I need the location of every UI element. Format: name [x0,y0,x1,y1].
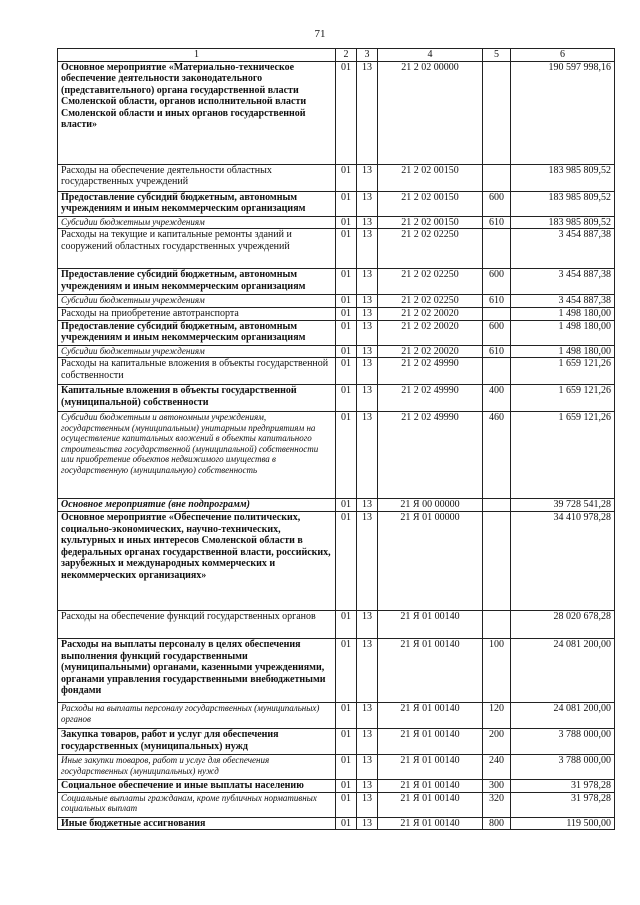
row-section-code: 01 [336,191,357,216]
row-subsection-code: 13 [357,191,378,216]
row-subsection-code: 13 [357,792,378,817]
row-section-code: 01 [336,307,357,320]
table-row [58,229,615,269]
row-amount: 31 978,28 [511,792,615,817]
column-header: 5 [483,49,511,62]
row-expense-type: 320 [483,792,511,817]
table-row [58,792,615,817]
row-section-code: 01 [336,229,357,269]
table-row [58,269,615,295]
row-amount: 28 020 678,28 [511,611,615,639]
row-target-article: 21 2 02 02250 [378,295,483,308]
row-target-article: 21 2 02 49990 [378,358,483,385]
row-subsection-code: 13 [357,61,378,164]
row-subsection-code: 13 [357,639,378,703]
row-amount: 183 985 809,52 [511,164,615,191]
row-section-code: 01 [336,729,357,755]
row-amount: 24 081 200,00 [511,639,615,703]
row-description: Расходы на капитальные вложения в объекты государственной собственности [58,358,336,385]
row-expense-type: 600 [483,269,511,295]
table-row [58,412,615,499]
table-row [58,191,615,216]
row-section-code: 01 [336,61,357,164]
row-subsection-code: 13 [357,229,378,269]
row-description: Основное мероприятие «Материально-техническое обеспечение деятельности законодательного (представительного) органа государственной власти Смоленской области, органов исполнительной власти Смоленской области и иных органов государственной власти» [58,61,336,164]
row-expense-type [483,358,511,385]
table-row [58,295,615,308]
row-section-code: 01 [336,269,357,295]
row-description: Субсидии бюджетным учреждениям [58,216,336,229]
row-target-article: 21 Я 01 00140 [378,792,483,817]
row-amount: 3 454 887,38 [511,269,615,295]
row-target-article: 21 Я 01 00140 [378,755,483,780]
row-amount: 183 985 809,52 [511,191,615,216]
row-expense-type: 100 [483,639,511,703]
row-target-article: 21 2 02 20020 [378,320,483,345]
row-amount: 31 978,28 [511,780,615,793]
row-expense-type: 610 [483,345,511,358]
row-expense-type: 460 [483,412,511,499]
row-target-article: 21 2 02 49990 [378,412,483,499]
row-expense-type: 800 [483,817,511,830]
row-description: Иные закупки товаров, работ и услуг для обеспечения государственных (муниципальных) нужд [58,755,336,780]
row-description: Расходы на обеспечение функций государственных органов [58,611,336,639]
row-subsection-code: 13 [357,320,378,345]
row-target-article: 21 Я 01 00000 [378,512,483,611]
table-row [58,358,615,385]
table-row [58,345,615,358]
header-row [58,49,615,62]
row-expense-type: 400 [483,385,511,412]
table-row [58,61,615,164]
row-subsection-code: 13 [357,729,378,755]
row-section-code: 01 [336,345,357,358]
row-expense-type: 200 [483,729,511,755]
table-row [58,817,615,830]
row-subsection-code: 13 [357,499,378,512]
row-target-article: 21 Я 01 00140 [378,780,483,793]
page-number: 71 [314,28,326,40]
row-section-code: 01 [336,358,357,385]
row-target-article: 21 Я 01 00140 [378,817,483,830]
budget-table [57,48,615,830]
row-amount: 3 454 887,38 [511,229,615,269]
row-section-code: 01 [336,385,357,412]
table-row [58,320,615,345]
row-amount: 1 659 121,26 [511,412,615,499]
row-amount: 119 500,00 [511,817,615,830]
row-subsection-code: 13 [357,412,378,499]
row-expense-type: 300 [483,780,511,793]
row-description: Расходы на приобретение автотранспорта [58,307,336,320]
column-header: 6 [511,49,615,62]
row-section-code: 01 [336,817,357,830]
row-subsection-code: 13 [357,269,378,295]
row-description: Предоставление субсидий бюджетным, автономным учреждениям и иным некоммерческим организациям [58,269,336,295]
row-description: Капитальные вложения в объекты государственной (муниципальной) собственности [58,385,336,412]
row-expense-type: 610 [483,295,511,308]
row-expense-type [483,611,511,639]
row-expense-type [483,164,511,191]
row-section-code: 01 [336,780,357,793]
table-row [58,639,615,703]
table-row [58,216,615,229]
row-section-code: 01 [336,703,357,729]
row-expense-type: 240 [483,755,511,780]
row-expense-type [483,61,511,164]
row-amount: 3 454 887,38 [511,295,615,308]
row-expense-type: 600 [483,191,511,216]
row-description: Предоставление субсидий бюджетным, автономным учреждениям и иным некоммерческим организациям [58,320,336,345]
column-header: 1 [58,49,336,62]
row-description: Иные бюджетные ассигнования [58,817,336,830]
row-section-code: 01 [336,512,357,611]
row-section-code: 01 [336,216,357,229]
row-amount: 3 788 000,00 [511,755,615,780]
row-amount: 1 498 180,00 [511,307,615,320]
column-header: 3 [357,49,378,62]
row-section-code: 01 [336,320,357,345]
row-target-article: 21 2 02 00150 [378,216,483,229]
column-header: 2 [336,49,357,62]
row-description: Социальные выплаты гражданам, кроме публичных нормативных социальных выплат [58,792,336,817]
row-section-code: 01 [336,755,357,780]
row-amount: 183 985 809,52 [511,216,615,229]
row-description: Предоставление субсидий бюджетным, автономным учреждениям и иным некоммерческим организациям [58,191,336,216]
row-description: Расходы на выплаты персоналу в целях обеспечения выполнения функций государственными (муниципальными) органами, казенными учреждениями, органами управления государственными внебюджетными фондами [58,639,336,703]
row-subsection-code: 13 [357,385,378,412]
table-row [58,512,615,611]
table-row [58,729,615,755]
row-subsection-code: 13 [357,216,378,229]
table-row [58,703,615,729]
row-description: Субсидии бюджетным учреждениям [58,345,336,358]
row-target-article: 21 2 02 20020 [378,307,483,320]
row-expense-type: 120 [483,703,511,729]
row-section-code: 01 [336,639,357,703]
row-amount: 190 597 998,16 [511,61,615,164]
row-description: Закупка товаров, работ и услуг для обеспечения государственных (муниципальных) нужд [58,729,336,755]
row-target-article: 21 2 02 02250 [378,229,483,269]
row-subsection-code: 13 [357,703,378,729]
row-target-article: 21 Я 01 00140 [378,611,483,639]
row-description: Социальное обеспечение и иные выплаты населению [58,780,336,793]
row-amount: 1 659 121,26 [511,358,615,385]
row-description: Расходы на текущие и капитальные ремонты зданий и сооружений областных государственных учреждений [58,229,336,269]
row-target-article: 21 Я 01 00140 [378,729,483,755]
table-row [58,499,615,512]
row-target-article: 21 2 02 20020 [378,345,483,358]
row-amount: 1 498 180,00 [511,320,615,345]
row-amount: 1 659 121,26 [511,385,615,412]
row-description: Расходы на обеспечение деятельности областных государственных учреждений [58,164,336,191]
row-expense-type [483,307,511,320]
row-amount: 24 081 200,00 [511,703,615,729]
row-section-code: 01 [336,164,357,191]
row-subsection-code: 13 [357,164,378,191]
table-row [58,755,615,780]
row-subsection-code: 13 [357,817,378,830]
row-description: Субсидии бюджетным учреждениям [58,295,336,308]
column-header: 4 [378,49,483,62]
row-amount: 3 788 000,00 [511,729,615,755]
row-expense-type [483,229,511,269]
row-expense-type [483,512,511,611]
row-subsection-code: 13 [357,611,378,639]
row-description: Расходы на выплаты персоналу государственных (муниципальных) органов [58,703,336,729]
row-subsection-code: 13 [357,295,378,308]
row-target-article: 21 Я 01 00140 [378,639,483,703]
row-expense-type: 600 [483,320,511,345]
table-row [58,164,615,191]
row-subsection-code: 13 [357,307,378,320]
row-subsection-code: 13 [357,358,378,385]
row-description: Основное мероприятие «Обеспечение политических, социально-экономических, научно-технических, культурных и иных интересов Смоленской области в федеральных органах государственной власти, российских, зарубежных и международных коммерческих и некоммерческих организациях» [58,512,336,611]
row-subsection-code: 13 [357,512,378,611]
table-row [58,307,615,320]
row-target-article: 21 2 02 49990 [378,385,483,412]
row-target-article: 21 Я 01 00140 [378,703,483,729]
row-target-article: 21 Я 00 00000 [378,499,483,512]
row-subsection-code: 13 [357,345,378,358]
row-subsection-code: 13 [357,755,378,780]
row-section-code: 01 [336,412,357,499]
row-target-article: 21 2 02 02250 [378,269,483,295]
row-description: Основное мероприятие (вне подпрограмм) [58,499,336,512]
row-section-code: 01 [336,295,357,308]
row-subsection-code: 13 [357,780,378,793]
row-amount: 1 498 180,00 [511,345,615,358]
row-section-code: 01 [336,499,357,512]
row-expense-type [483,499,511,512]
row-target-article: 21 2 02 00000 [378,61,483,164]
row-description: Субсидии бюджетным и автономным учреждениям, государственным (муниципальным) унитарным предприятиям на осуществление капитальных вложений в объекты капитального строительства государственной (муниципальной) собственности или приобретение объектов недвижимого имущества в государственную (муниципальную) собственность [58,412,336,499]
row-section-code: 01 [336,611,357,639]
row-amount: 39 728 541,28 [511,499,615,512]
table-row [58,385,615,412]
row-expense-type: 610 [483,216,511,229]
table-row [58,611,615,639]
row-target-article: 21 2 02 00150 [378,191,483,216]
row-target-article: 21 2 02 00150 [378,164,483,191]
table-row [58,780,615,793]
row-amount: 34 410 978,28 [511,512,615,611]
row-section-code: 01 [336,792,357,817]
